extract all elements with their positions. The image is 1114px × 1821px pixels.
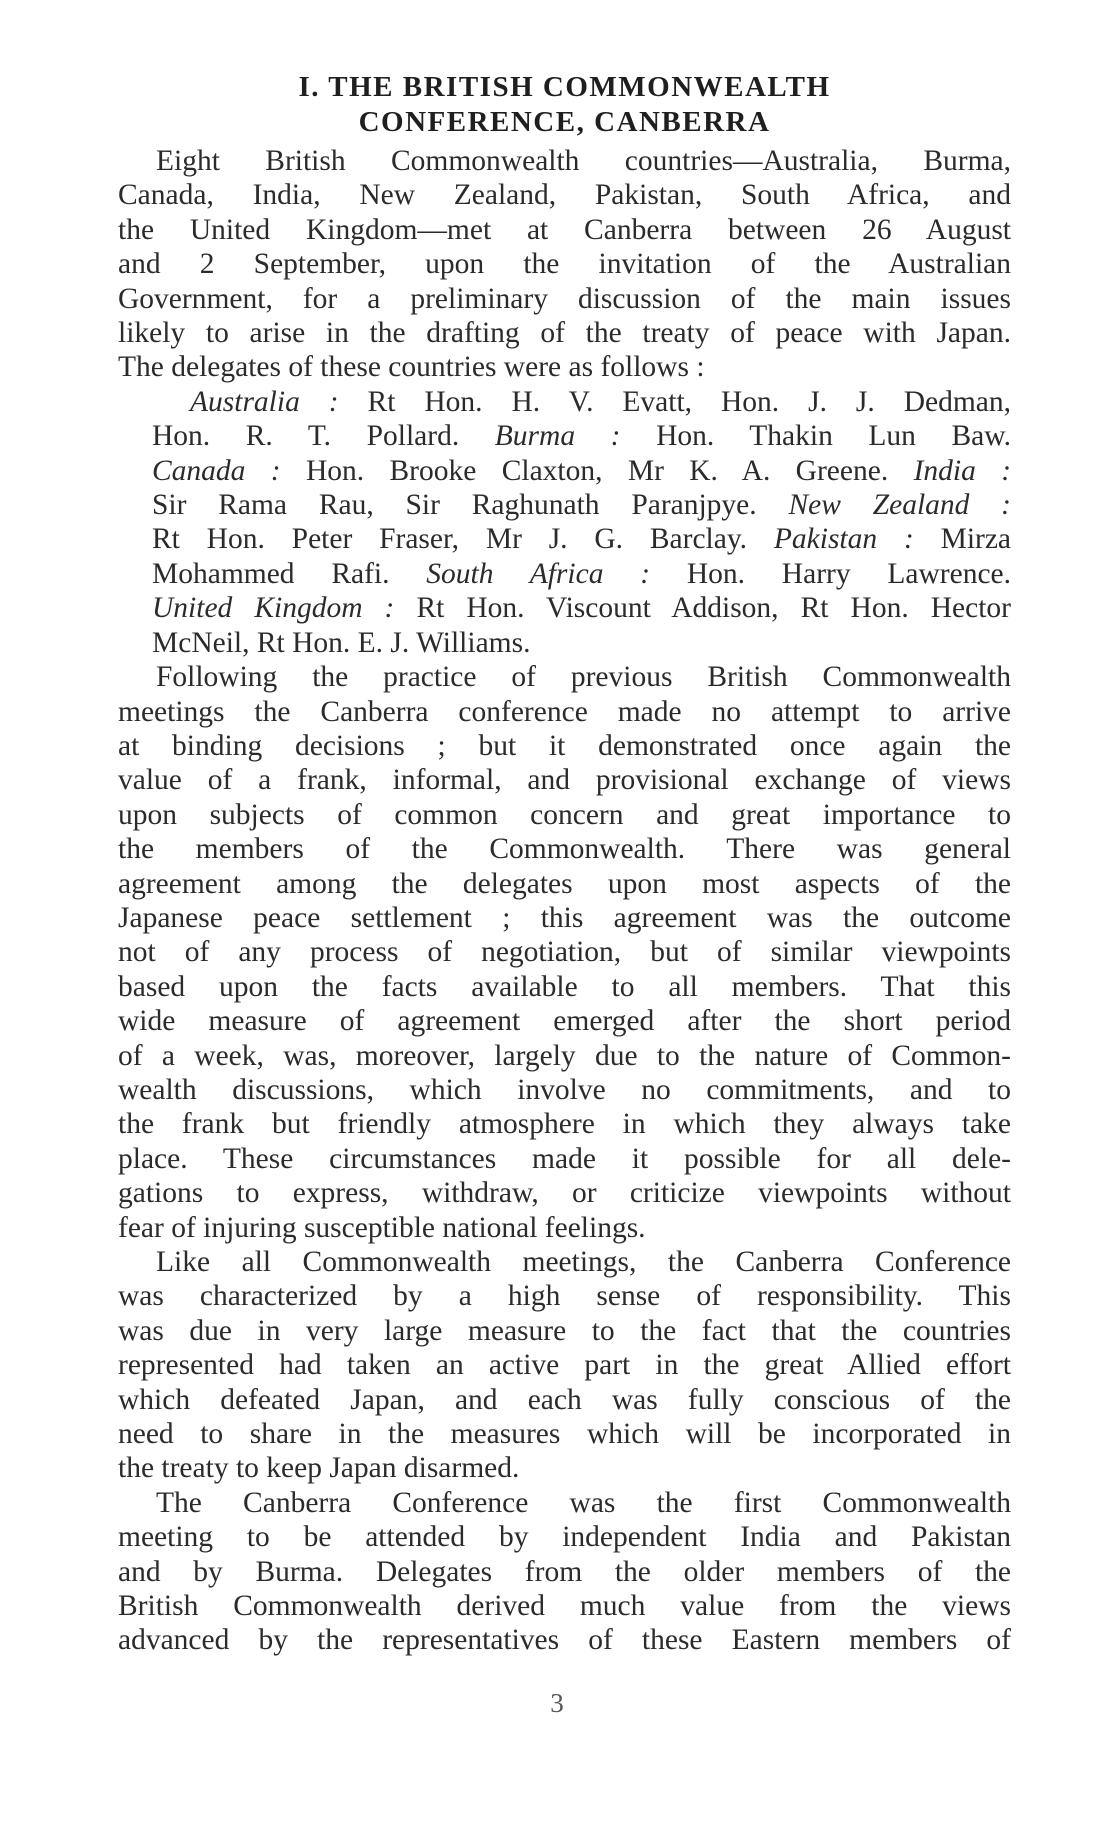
text-line: place. These circumstances made it possible for all dele- bbox=[118, 1142, 1011, 1175]
delegates-line bbox=[152, 522, 1011, 556]
delegates-line bbox=[152, 626, 1011, 660]
delegates-line bbox=[152, 591, 1011, 625]
text-line: the members of the Commonwealth. There was general bbox=[118, 833, 1011, 866]
text-line: need to share in the measures which will be incorporated in bbox=[118, 1418, 1011, 1451]
country-label-india: India : bbox=[913, 454, 1012, 487]
paragraph-responsibility bbox=[118, 1245, 1011, 1486]
delegates-line bbox=[152, 385, 1011, 419]
title-line-1: I. THE BRITISH COMMONWEALTH bbox=[298, 71, 831, 103]
delegates-canada: Hon. Brooke Claxton, Mr K. A. Greene. bbox=[305, 454, 889, 487]
text-line: upon subjects of common concern and great importance to bbox=[118, 798, 1011, 831]
delegates-united-kingdom: Rt Hon. Viscount Addison, Rt Hon. Hector bbox=[416, 592, 1012, 625]
page-number: 3 bbox=[550, 1688, 564, 1718]
text-line: fear of injuring susceptible national feelings. bbox=[118, 1211, 646, 1244]
delegates-pakistan-cont: Mohammed Rafi. bbox=[152, 557, 390, 590]
text-line: wealth discussions, which involve no commitments, and to bbox=[118, 1073, 1011, 1106]
delegates-united-kingdom-cont: McNeil, Rt Hon. E. J. Williams. bbox=[152, 626, 531, 659]
text-line: at binding decisions ; but it demonstrated once again the bbox=[118, 729, 1011, 762]
text-line: the United Kingdom—met at Canberra between 26 August bbox=[118, 213, 1011, 246]
country-label-australia: Australia : bbox=[190, 385, 339, 418]
document-page bbox=[118, 70, 1011, 1658]
country-label-new-zealand: New Zealand : bbox=[788, 489, 1012, 522]
country-label-pakistan: Pakistan : bbox=[773, 523, 914, 556]
text-line: Like all Commonwealth meetings, the Canberra Conference bbox=[156, 1246, 1011, 1278]
paragraph-practice bbox=[118, 660, 1011, 1245]
delegates-australia-cont: Hon. R. T. Pollard. bbox=[152, 420, 460, 453]
text-line: The Canberra Conference was the first Commonwealth bbox=[156, 1486, 1011, 1519]
text-line: of a week, was, moreover, largely due to the nature of Common- bbox=[118, 1039, 1011, 1072]
text-line: represented had taken an active part in the great Allied effort bbox=[118, 1349, 1011, 1382]
text-line: wide measure of agreement emerged after the short period bbox=[118, 1005, 1011, 1038]
text-line: based upon the facts available to all members. That this bbox=[118, 970, 1011, 1003]
text-line: agreement among the delegates upon most aspects of the bbox=[118, 867, 1011, 900]
text-line: value of a frank, informal, and provisional exchange of views bbox=[118, 764, 1011, 797]
delegates-line bbox=[152, 488, 1011, 522]
delegates-australia: Rt Hon. H. V. Evatt, Hon. J. J. Dedman, bbox=[367, 385, 1012, 418]
delegates-pakistan: Mirza bbox=[940, 523, 1012, 556]
country-label-south-africa: South Africa : bbox=[426, 557, 651, 590]
text-line: and 2 September, upon the invitation of the Australian bbox=[118, 248, 1011, 281]
delegates-new-zealand: Rt Hon. Peter Fraser, Mr J. G. Barclay. bbox=[152, 523, 748, 556]
text-line: was characterized by a high sense of responsibility. This bbox=[118, 1280, 1011, 1313]
text-line: likely to arise in the drafting of the treaty of peace with Japan. bbox=[118, 317, 1011, 350]
paragraph-intro bbox=[118, 144, 1011, 385]
delegates-list bbox=[152, 385, 1011, 660]
delegates-line bbox=[152, 557, 1011, 591]
text-line: and by Burma. Delegates from the older members of the bbox=[118, 1555, 1011, 1588]
delegates-india: Sir Rama Rau, Sir Raghunath Paranjpye. bbox=[152, 489, 757, 522]
text-line: Eight British Commonwealth countries—Australia, Burma, bbox=[156, 145, 1011, 177]
text-line: was due in very large measure to the fact that the countries bbox=[118, 1314, 1011, 1347]
text-line: The delegates of these countries were as follows : bbox=[118, 351, 705, 384]
paragraph-first-meeting bbox=[118, 1486, 1011, 1658]
text-line: meetings the Canberra conference made no attempt to arrive bbox=[118, 695, 1011, 728]
delegates-line bbox=[152, 419, 1011, 453]
text-line: Canada, India, New Zealand, Pakistan, South Africa, and bbox=[118, 179, 1011, 212]
page-title bbox=[118, 70, 1011, 140]
delegates-south-africa: Hon. Harry Lawrence. bbox=[686, 557, 1012, 590]
text-line: Following the practice of previous British Commonwealth bbox=[156, 661, 1011, 694]
text-line: not of any process of negotiation, but of similar viewpoints bbox=[118, 936, 1011, 969]
title-line-2: CONFERENCE, CANBERRA bbox=[358, 106, 771, 138]
text-line: Japanese peace settlement ; this agreement was the outcome bbox=[118, 901, 1011, 934]
text-line: British Commonwealth derived much value from the views bbox=[118, 1590, 1011, 1623]
country-label-burma: Burma : bbox=[494, 420, 621, 453]
country-label-united-kingdom: United Kingdom : bbox=[152, 592, 395, 625]
text-line: advanced by the representatives of these Eastern members of bbox=[118, 1624, 1011, 1657]
text-line: meeting to be attended by independent India and Pakistan bbox=[118, 1521, 1011, 1554]
text-line: gations to express, withdraw, or criticize viewpoints without bbox=[118, 1177, 1011, 1210]
text-line: which defeated Japan, and each was fully conscious of the bbox=[118, 1383, 1011, 1416]
text-line: Government, for a preliminary discussion of the main issues bbox=[118, 282, 1011, 315]
country-label-canada: Canada : bbox=[152, 454, 281, 487]
text-line: the treaty to keep Japan disarmed. bbox=[118, 1452, 520, 1485]
delegates-line bbox=[152, 454, 1011, 488]
delegates-burma: Hon. Thakin Lun Baw. bbox=[656, 420, 1012, 453]
text-line: the frank but friendly atmosphere in which they always take bbox=[118, 1108, 1011, 1141]
